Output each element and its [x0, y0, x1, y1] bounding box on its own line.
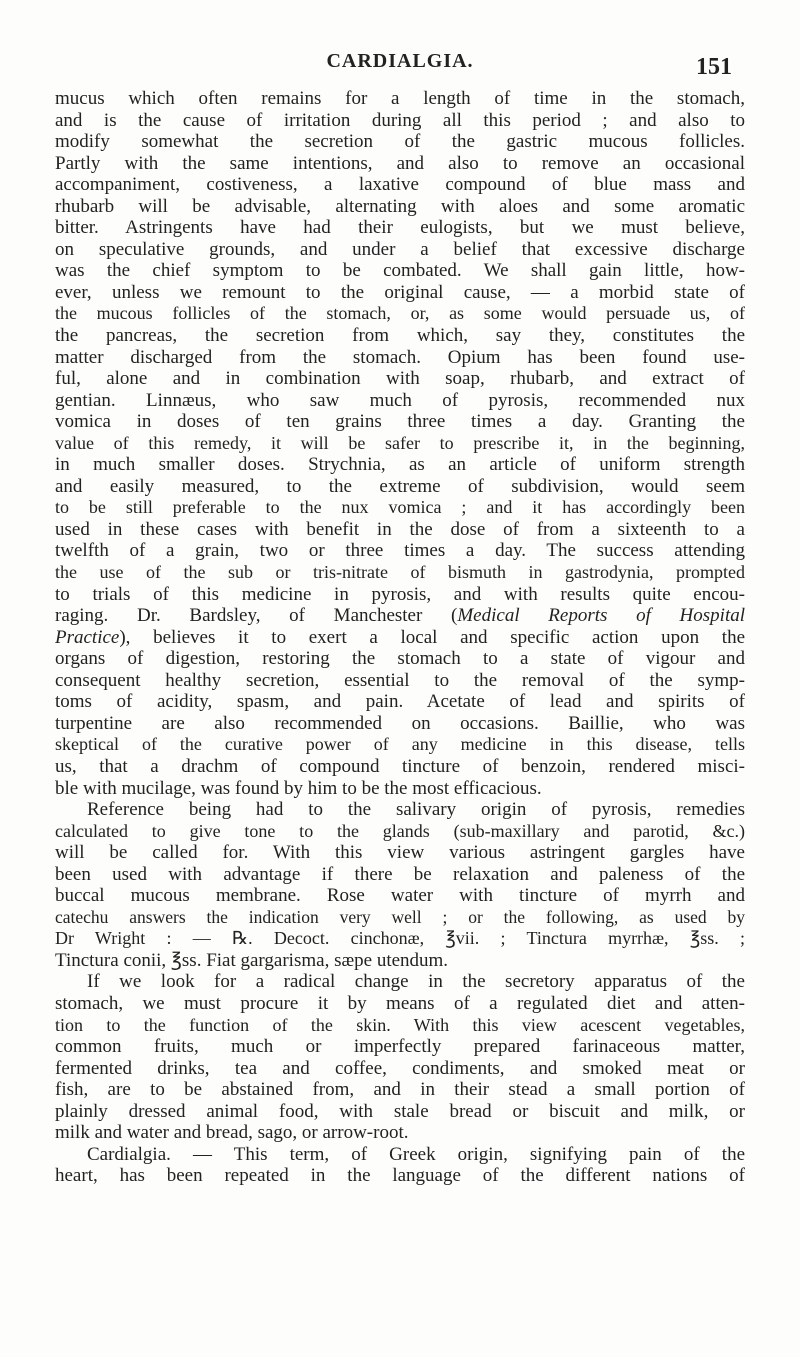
- paragraph-start: If we look for a radical change in the secretory apparatus of the: [87, 971, 745, 993]
- text-line: Dr Wright : — ℞. Decoct. cinchonæ, ℥vii. ; Tinctura myrrhæ, ℥ss. ;: [55, 928, 745, 949]
- text-line: was the chief symptom to be combated. We shall gain little, how-: [55, 260, 745, 282]
- text-line: the use of the sub or tris-nitrate of bismuth in gastrodynia, prompted: [55, 562, 745, 583]
- text-line-citation: [55, 605, 745, 627]
- text-line: skeptical of the curative power of any medicine in this disease, tells: [55, 734, 745, 755]
- paragraph-start: Reference being had to the salivary origin of pyrosis, remedies: [87, 799, 745, 821]
- text-line: to be still preferable to the nux vomica ; and it has accordingly been: [55, 497, 745, 518]
- text-line: fermented drinks, tea and coffee, condiments, and smoked meat or: [55, 1057, 745, 1079]
- text-line: ever, unless we remount to the original cause, — a morbid state of: [55, 281, 745, 303]
- text-line: used in these cases with benefit in the dose of from a sixteenth to a: [55, 518, 745, 540]
- running-title: CARDIALGIA.: [326, 50, 474, 72]
- text-line: plainly dressed animal food, with stale bread or biscuit and milk, or: [55, 1100, 745, 1122]
- text-line: us, that a drachm of compound tincture of benzoin, rendered misci-: [55, 755, 745, 777]
- text-line: turpentine are also recommended on occasions. Baillie, who was: [55, 712, 745, 734]
- paragraph-start: Cardialgia. — This term, of Greek origin, signifying pain of the: [87, 1143, 745, 1165]
- text-line: consequent healthy secretion, essential to the removal of the symp-: [55, 669, 745, 691]
- text-line: catechu answers the indication very well ; or the following, as used by: [55, 906, 745, 927]
- text-line: modify somewhat the secretion of the gastric mucous follicles.: [55, 131, 745, 153]
- text-line: matter discharged from the stomach. Opium has been found use-: [55, 346, 745, 368]
- text-line-citation: [55, 627, 745, 649]
- text-line: accompaniment, costiveness, a laxative compound of blue mass and: [55, 174, 745, 196]
- text-segment: raging. Dr. Bardsley, of Manchester (: [55, 605, 458, 627]
- text-line: bitter. Astringents have had their eulogists, but we must believe,: [55, 217, 745, 239]
- body-text: [55, 88, 745, 1187]
- text-line: twelfth of a grain, two or three times a day. The success attending: [55, 540, 745, 562]
- text-line: Tinctura conii, ℥ss. Fiat gargarisma, sæpe utendum.: [55, 949, 449, 971]
- text-line: fish, are to be abstained from, and in their stead a small portion of: [55, 1079, 745, 1101]
- text-line: heart, has been repeated in the language of the different nations of: [55, 1165, 745, 1187]
- text-line: vomica in doses of ten grains three times a day. Granting the: [55, 411, 745, 433]
- text-line: and easily measured, to the extreme of subdivision, would seem: [55, 475, 745, 497]
- text-line: and is the cause of irritation during all this period ; and also to: [55, 109, 745, 131]
- text-line: milk and water and bread, sago, or arrow-root.: [55, 1122, 409, 1144]
- text-line: ful, alone and in combination with soap, rhubarb, and extract of: [55, 368, 745, 390]
- journal-title: Practice: [55, 626, 120, 648]
- running-head: [60, 50, 740, 80]
- text-line: organs of digestion, restoring the stomach to a state of vigour and: [55, 648, 745, 670]
- text-line: common fruits, much or imperfectly prepared farinaceous matter,: [55, 1036, 745, 1058]
- text-line: mucus which often remains for a length of time in the stomach,: [55, 88, 745, 109]
- text-line: tion to the function of the skin. With this view acescent vegetables,: [55, 1014, 745, 1035]
- text-line: been used with advantage if there be relaxation and paleness of the: [55, 863, 745, 885]
- text-line: Partly with the same intentions, and also to remove an occasional: [55, 152, 745, 174]
- text-line: on speculative grounds, and under a belief that excessive discharge: [55, 238, 745, 260]
- text-line: stomach, we must procure it by means of a regulated diet and atten-: [55, 992, 745, 1014]
- text-line: the pancreas, the secretion from which, say they, constitutes the: [55, 325, 745, 347]
- text-segment: ), believes it to exert a local and specific action upon the: [119, 626, 745, 648]
- text-line: rhubarb will be advisable, alternating with aloes and some aromatic: [55, 195, 745, 217]
- text-line: calculated to give tone to the glands (sub-maxillary and parotid, &c.): [55, 820, 745, 841]
- page-number: 151: [696, 54, 732, 80]
- text-line: buccal mucous membrane. Rose water with tincture of myrrh and: [55, 885, 745, 907]
- text-line: value of this remedy, it will be safer to prescribe it, in the beginning,: [55, 432, 745, 453]
- text-line: will be called for. With this view various astringent gargles have: [55, 842, 745, 864]
- text-line: in much smaller doses. Strychnia, as an article of uniform strength: [55, 454, 745, 476]
- text-line: the mucous follicles of the stomach, or, as some would persuade us, of: [55, 303, 745, 324]
- journal-title: Medical Reports of Hospital: [457, 605, 745, 627]
- text-line: to trials of this medicine in pyrosis, and with results quite encou-: [55, 583, 745, 605]
- text-line: ble with mucilage, was found by him to be the most efficacious.: [55, 777, 542, 799]
- text-line: toms of acidity, spasm, and pain. Acetate of lead and spirits of: [55, 691, 745, 713]
- text-line: gentian. Linnæus, who saw much of pyrosis, recommended nux: [55, 389, 745, 411]
